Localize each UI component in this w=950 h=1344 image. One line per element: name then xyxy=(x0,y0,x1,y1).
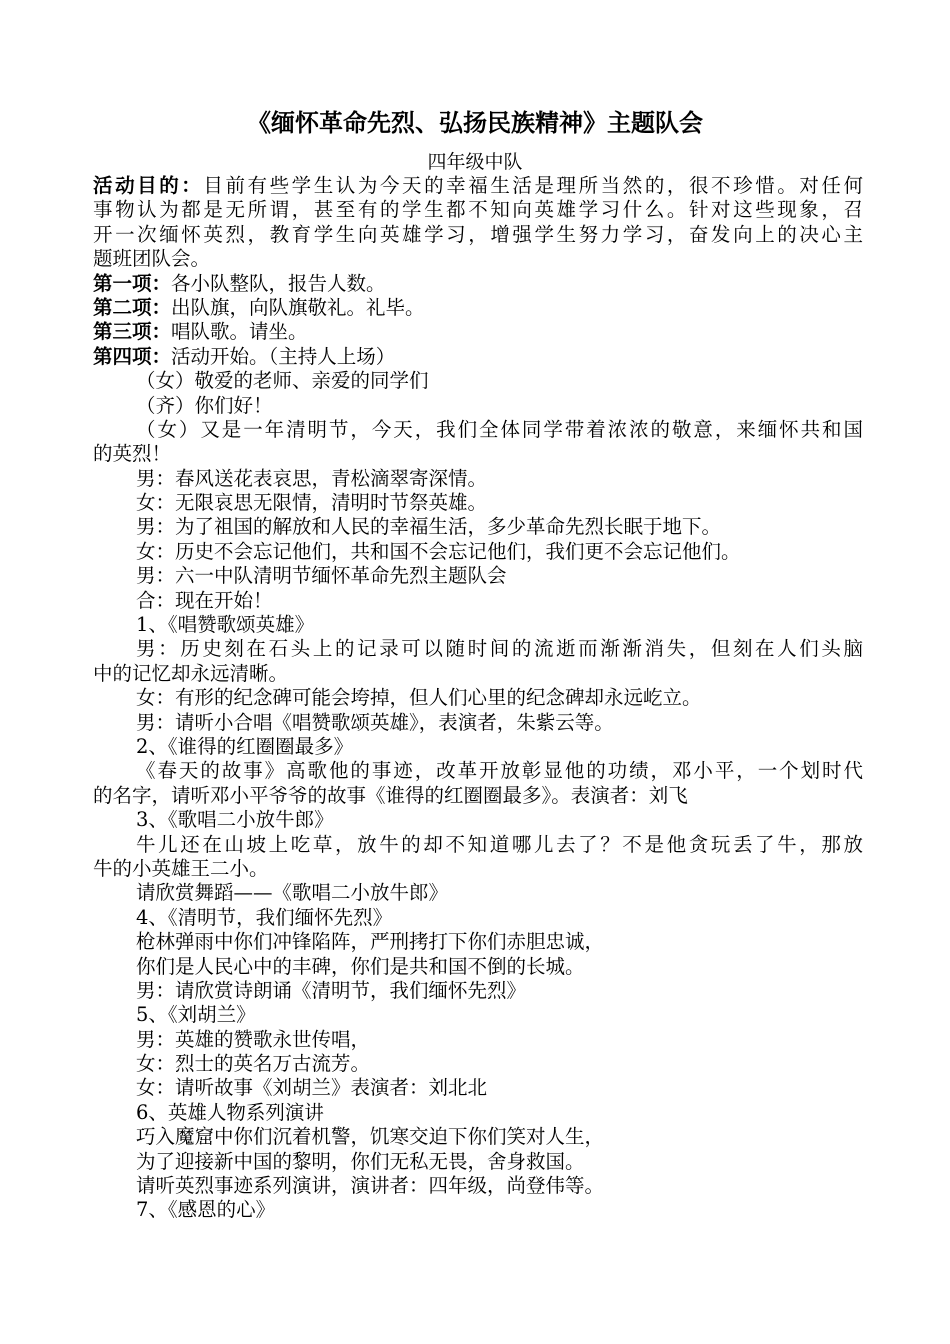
script-line: 牛儿还在山坡上吃草，放牛的却不知道哪儿去了？不是他贪玩丢了牛，那放 xyxy=(136,832,863,856)
script-line: 的名字，请听邓小平爷爷的故事《谁得的红圈圈最多》。表演者：刘飞 xyxy=(93,783,688,807)
script-line: 你们是人民心中的丰碑，你们是共和国不倒的长城。 xyxy=(136,954,585,978)
document-body xyxy=(93,174,863,1223)
agenda-item-label: 第四项： xyxy=(93,344,172,368)
script-line: （女）敬爱的老师、亲爱的同学们 xyxy=(136,369,429,393)
agenda-item-label: 第一项： xyxy=(93,271,172,295)
agenda-item-text: 出队旗，向队旗敬礼。礼毕。 xyxy=(171,295,425,319)
purpose-label: 活动目的： xyxy=(93,174,204,197)
script-line: 巧入魔窟中你们沉着机警，饥寒交迫下你们笑对人生， xyxy=(136,1125,605,1149)
purpose-line: 事物认为都是无所谓，甚至有的学生都不知向英雄学习什么。针对这些现象，召 xyxy=(93,198,863,222)
script-line: 请欣赏舞蹈——《歌唱二小放牛郎》 xyxy=(136,881,449,905)
section-heading: 3、《歌唱二小放牛郎》 xyxy=(136,808,334,832)
section-heading: 6、英雄人物系列演讲 xyxy=(136,1100,324,1124)
script-line: 男：英雄的赞歌永世传唱， xyxy=(136,1027,371,1051)
script-line: 合：现在开始！ xyxy=(136,588,273,612)
agenda-item xyxy=(93,272,863,296)
agenda-item-text: 活动开始。（主持人上场） xyxy=(171,344,396,368)
script-line: 的英烈！ xyxy=(93,442,172,466)
agenda-item xyxy=(93,320,863,344)
script-line: 牛的小英雄王二小。 xyxy=(93,856,269,880)
section-heading: 5、《刘胡兰》 xyxy=(136,1003,256,1027)
script-line: 为了迎接新中国的黎明，你们无私无畏，舍身救国。 xyxy=(136,1149,585,1173)
script-line: 男：请欣赏诗朗诵《清明节，我们缅怀先烈》 xyxy=(136,978,527,1002)
purpose-line: 题班团队会。 xyxy=(93,247,211,271)
document-subtitle: 四年级中队 xyxy=(427,151,523,173)
purpose-text: 目前有些学生认为今天的幸福生活是理所当然的，很不珍惜。对任何 xyxy=(203,174,863,197)
script-line: 女：无限哀思无限情，清明时节祭英雄。 xyxy=(136,491,488,515)
script-line: 男：请听小合唱《唱赞歌颂英雄》，表演者，朱紫云等。 xyxy=(136,710,614,734)
script-line: 男：春风送花表哀思，青松滴翠寄深情。 xyxy=(136,466,488,490)
section-heading: 2、《谁得的红圈圈最多》 xyxy=(136,734,354,758)
agenda-item xyxy=(93,345,863,369)
agenda-item-text: 各小队整队，报告人数。 xyxy=(171,271,386,295)
script-line: 男：六一中队清明节缅怀革命先烈主题队会 xyxy=(136,564,507,588)
script-line: 男：为了祖国的解放和人民的幸福生活，多少革命先烈长眠于地下。 xyxy=(136,515,722,539)
script-line: 女：历史不会忘记他们，共和国不会忘记他们，我们更不会忘记他们。 xyxy=(136,539,741,563)
agenda-item xyxy=(93,296,863,320)
script-line: 中的记忆却永远清晰。 xyxy=(93,661,289,685)
section-heading: 7、《感恩的心》 xyxy=(136,1198,276,1222)
script-line: （女）又是一年清明节，今天，我们全体同学带着浓浓的敬意，来缅怀共和国 xyxy=(136,417,863,441)
purpose-paragraph-line xyxy=(93,174,863,198)
agenda-item-label: 第二项： xyxy=(93,295,172,319)
purpose-line: 开一次缅怀英烈，教育学生向英雄学习，增强学生努力学习，奋发向上的决心主 xyxy=(93,222,863,246)
agenda-item-text: 唱队歌。请坐。 xyxy=(171,320,308,344)
script-line: 枪林弹雨中你们冲锋陷阵，严刑拷打下你们赤胆忠诚， xyxy=(136,930,605,954)
script-line: （齐）你们好！ xyxy=(136,393,273,417)
script-line: 请听英烈事迹系列演讲，演讲者：四年级，尚登伟等。 xyxy=(136,1174,605,1198)
document-title: 《缅怀革命先烈、弘扬民族精神》主题队会 xyxy=(247,108,703,137)
script-line: 女：烈士的英名万古流芳。 xyxy=(136,1052,371,1076)
script-line: 女：请听故事《刘胡兰》表演者：刘北北 xyxy=(136,1076,488,1100)
agenda-item-label: 第三项： xyxy=(93,320,172,344)
script-line: 《春天的故事》高歌他的事迹，改革开放彰显他的功绩，邓小平，一个划时代 xyxy=(136,759,863,783)
script-line: 男：历史刻在石头上的记录可以随时间的流逝而渐渐消失，但刻在人们头脑 xyxy=(136,637,863,661)
section-heading: 4、《清明节，我们缅怀先烈》 xyxy=(136,905,393,929)
script-line: 女：有形的纪念碑可能会垮掉，但人们心里的纪念碑却永远屹立。 xyxy=(136,686,702,710)
section-heading: 1、《唱赞歌颂英雄》 xyxy=(136,613,315,637)
